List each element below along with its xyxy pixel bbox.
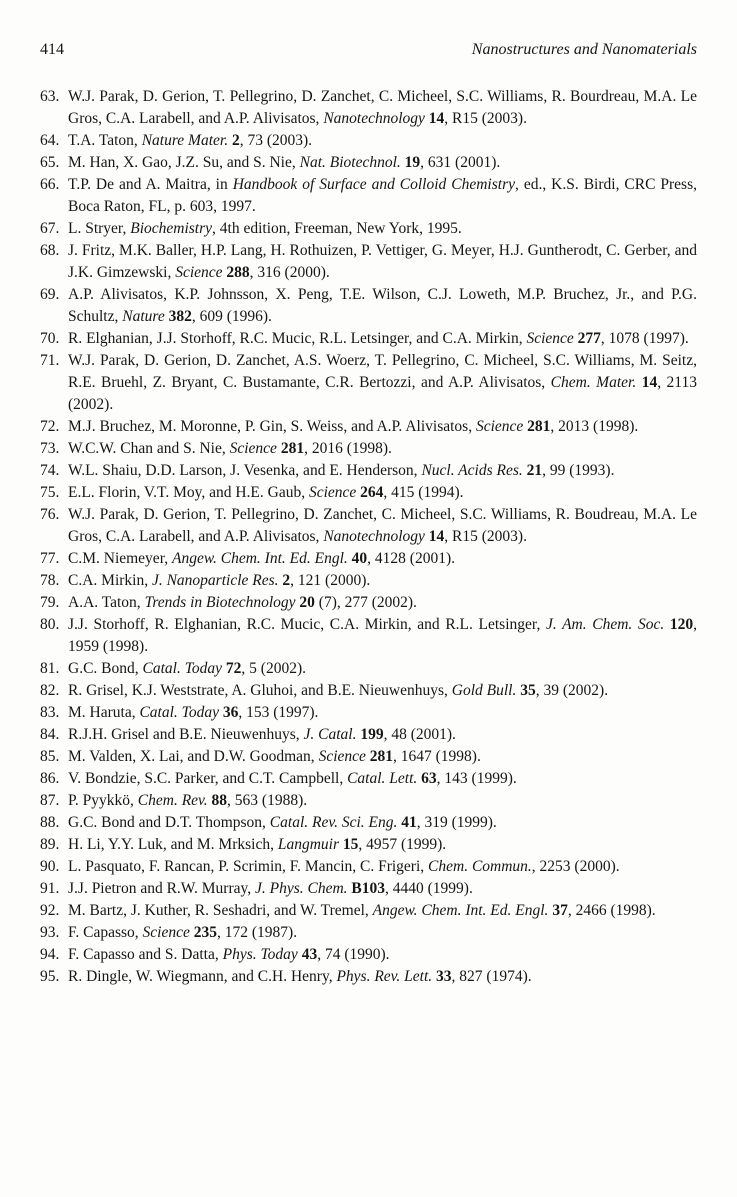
reference-text-segment: W.J. Parak, D. Gerion, T. Pellegrino, D. Zanchet, C. Micheel, S.C. Williams, R. Boudreau, M.A. Le Gros, C.A. Larabell, and A.P. Alivisatos, [68,506,697,545]
reference-text [68,416,697,438]
reference-item [40,658,697,680]
journal-name: Science [308,484,357,501]
reference-text-segment: , 2016 (1998). [304,440,392,457]
reference-text [68,724,697,746]
reference-text-segment: , R15 (2003). [444,110,527,127]
reference-text-segment: , 172 (1987). [217,924,298,941]
reference-text-segment: E.L. Florin, V.T. Moy, and H.E. Gaub, [68,484,309,501]
reference-text [68,240,697,284]
reference-text-segment: T.P. De and A. Maitra, in [68,176,233,193]
volume-number: 15 [342,836,359,853]
reference-item [40,724,697,746]
reference-item [40,878,697,900]
reference-item [40,944,697,966]
volume-number: 40 [351,550,368,567]
reference-text-segment: P. Pyykkö, [68,792,138,809]
reference-number: 95. [40,968,60,985]
reference-text [68,350,697,416]
reference-number: 87. [40,792,60,809]
reference-text-segment: , 827 (1974). [451,968,532,985]
reference-item [40,922,697,944]
journal-name: Angew. Chem. Int. Ed. Engl. [372,902,549,919]
reference-number: 91. [40,880,60,897]
journal-name: J. Nanoparticle Res. [151,572,279,589]
reference-item [40,460,697,482]
journal-name: Phys. Today [222,946,298,963]
volume-number: 264 [360,484,384,501]
reference-text-segment: R. Dingle, W. Wiegmann, and C.H. Henry, [68,968,337,985]
journal-name: Nanotechnology [323,528,425,545]
reference-text-segment: T.A. Taton, [68,132,142,149]
volume-number: 41 [401,814,417,831]
reference-text-segment: , 143 (1999). [436,770,517,787]
journal-name: Catal. Lett. [347,770,418,787]
reference-item [40,152,697,174]
reference-text-segment: , 48 (2001). [383,726,456,743]
reference-item [40,174,697,218]
reference-text-segment: , 4th edition, Freeman, New York, 1995. [212,220,462,237]
reference-text-segment: M. Bartz, J. Kuther, R. Seshadri, and W. Tremel, [68,902,373,919]
reference-item [40,570,697,592]
running-title: Nanostructures and Nanomaterials [471,41,697,58]
page-number: 414 [40,41,64,58]
volume-number: 72 [225,660,242,677]
journal-name: Phys. Rev. Lett. [336,968,433,985]
journal-name: Science [142,924,190,941]
journal-name: Nanotechnology [323,110,425,127]
reference-number: 94. [40,946,60,963]
reference-text [68,592,697,614]
journal-name: Science [229,440,277,457]
reference-text [68,482,697,504]
reference-text-segment: , 1959 (1998). [68,616,697,655]
journal-name: Gold Bull. [451,682,517,699]
reference-text-segment: , 319 (1999). [416,814,497,831]
reference-number: 81. [40,660,60,677]
reference-item [40,504,697,548]
reference-number: 78. [40,572,60,589]
volume-number: 382 [168,308,192,325]
reference-text [68,746,697,768]
reference-item [40,856,697,878]
reference-text-segment: , 2466 (1998). [567,902,656,919]
reference-number: 79. [40,594,60,611]
reference-list [40,86,697,988]
journal-name: Science [175,264,223,281]
reference-item [40,614,697,658]
reference-text-segment: , 73 (2003). [239,132,313,149]
reference-text-segment: W.L. Shaiu, D.D. Larson, J. Vesenka, and E. Henderson, [68,462,422,479]
reference-number: 86. [40,770,60,787]
reference-text-segment: M. Haruta, [68,704,140,721]
reference-text-segment: W.J. Parak, D. Gerion, D. Zanchet, A.S. Woerz, T. Pellegrino, C. Micheel, S.C. Williams, M. Seitz, R.E. Bruehl, Z. Bryant, C. Bustamante, C.R. Bertozzi, and A.P. Alivisatos, [68,352,697,391]
journal-name: Handbook of Surface and Colloid Chemistry [232,176,515,193]
journal-name: Trends in Biotechnology [144,594,296,611]
volume-number: 120 [669,616,694,633]
reference-text [68,922,697,944]
volume-number: 37 [552,902,568,919]
volume-number: 281 [527,418,551,435]
journal-name: J. Am. Chem. Soc. [545,616,665,633]
reference-number: 66. [40,176,60,193]
reference-text [68,130,697,152]
reference-text [68,658,697,680]
reference-text [68,812,697,834]
volume-number: 19 [404,154,421,171]
reference-item [40,482,697,504]
reference-text-segment: M.J. Bruchez, M. Moronne, P. Gin, S. Weiss, and A.P. Alivisatos, [68,418,476,435]
reference-number: 74. [40,462,60,479]
volume-number: 281 [369,748,394,765]
reference-text-segment: , 2113 (2002). [68,374,697,413]
reference-text-segment: , 415 (1994). [383,484,464,501]
reference-item [40,834,697,856]
reference-number: 75. [40,484,60,501]
reference-text-segment: , R15 (2003). [444,528,527,545]
reference-text-segment: C.A. Mirkin, [68,572,152,589]
reference-number: 93. [40,924,60,941]
reference-number: 76. [40,506,60,523]
reference-text [68,790,697,812]
journal-name: Chem. Rev. [137,792,208,809]
reference-item [40,548,697,570]
reference-item [40,438,697,460]
volume-number: 235 [193,924,217,941]
volume-number: 14 [641,374,658,391]
journal-name: Nucl. Acids Res. [421,462,523,479]
reference-text-segment: , 121 (2000). [290,572,371,589]
volume-number: 33 [436,968,452,985]
reference-number: 82. [40,682,60,699]
reference-text [68,174,697,218]
reference-number: 88. [40,814,60,831]
reference-text-segment: V. Bondzie, S.C. Parker, and C.T. Campbell, [68,770,348,787]
journal-name: Biochemistry [130,220,213,237]
volume-number: 2 [231,132,240,149]
reference-text-segment: L. Pasquato, F. Rancan, P. Scrimin, F. Mancin, C. Frigeri, [68,858,429,875]
reference-text-segment: F. Capasso, [68,924,143,941]
reference-item [40,350,697,416]
reference-item [40,86,697,130]
reference-number: 77. [40,550,60,567]
reference-text-segment: , 631 (2001). [420,154,501,171]
volume-number: 277 [577,330,601,347]
journal-name: Nature [122,308,165,325]
reference-number: 73. [40,440,60,457]
reference-text-segment: , 4440 (1999). [385,880,473,897]
reference-text-segment: , 609 (1996). [191,308,272,325]
reference-number: 65. [40,154,60,171]
reference-text-segment: , 4128 (2001). [367,550,455,567]
reference-number: 64. [40,132,60,149]
reference-text-segment: , 74 (1990). [317,946,390,963]
volume-number: 14 [428,110,445,127]
journal-name: Catal. Rev. Sci. Eng. [269,814,398,831]
reference-text-segment: A.P. Alivisatos, K.P. Johnsson, X. Peng, T.E. Wilson, C.J. Loweth, M.P. Bruchez, Jr., and P.G. Schultz, [68,286,697,325]
reference-item [40,680,697,702]
reference-number: 68. [40,242,60,259]
reference-text-segment: , 1647 (1998). [393,748,481,765]
journal-name: Nat. Biotechnol. [299,154,401,171]
reference-item [40,328,697,350]
reference-number: 71. [40,352,60,369]
reference-text-segment: M. Han, X. Gao, J.Z. Su, and S. Nie, [68,154,300,171]
reference-text [68,680,697,702]
volume-number: 281 [280,440,305,457]
reference-text-segment: W.J. Parak, D. Gerion, T. Pellegrino, D. Zanchet, C. Micheel, S.C. Williams, R. Bourdreau, M.A. Le Gros, C.A. Larabell, and A.P. Alivisatos, [68,88,697,127]
volume-number: 21 [526,462,543,479]
journal-name: J. Phys. Chem. [255,880,348,897]
reference-number: 63. [40,88,60,105]
reference-text [68,86,697,130]
reference-text [68,284,697,328]
reference-item [40,130,697,152]
reference-text [68,614,697,658]
reference-text [68,328,697,350]
volume-number: 36 [222,704,239,721]
reference-text-segment: (7), 277 (2002). [314,594,417,611]
volume-number: 20 [299,594,315,611]
reference-text [68,438,697,460]
reference-text-segment: J. Fritz, M.K. Baller, H.P. Lang, H. Rothuizen, P. Vettiger, G. Meyer, H.J. Guntherodt, C. Gerber, and J.K. Gimzewski, [68,242,697,281]
reference-number: 92. [40,902,60,919]
reference-number: 69. [40,286,60,303]
reference-text-segment: G.C. Bond, [68,660,143,677]
reference-number: 89. [40,836,60,853]
reference-text [68,548,697,570]
volume-number: 14 [428,528,445,545]
journal-name: Science [475,418,524,435]
reference-number: 70. [40,330,60,347]
reference-item [40,790,697,812]
reference-text-segment: H. Li, Y.Y. Luk, and M. Mrksich, [68,836,278,853]
reference-item [40,218,697,240]
volume-number: B103 [351,880,386,897]
reference-item [40,702,697,724]
reference-item [40,240,697,284]
reference-number: 67. [40,220,60,237]
reference-text-segment: , 2013 (1998). [550,418,639,435]
reference-text-segment: M. Valden, X. Lai, and D.W. Goodman, [68,748,319,765]
volume-number: 43 [301,946,318,963]
reference-text-segment: , 99 (1993). [542,462,615,479]
reference-text-segment: L. Stryer, [68,220,131,237]
volume-number: 199 [360,726,384,743]
reference-text-segment: J.J. Pietron and R.W. Murray, [68,880,255,897]
volume-number: 35 [520,682,536,699]
volume-number: 2 [282,572,291,589]
reference-text-segment: A.A. Taton, [68,594,145,611]
journal-name: Chem. Mater. [550,374,637,391]
reference-text [68,856,697,878]
reference-text [68,768,697,790]
reference-text [68,878,697,900]
reference-item [40,966,697,988]
reference-item [40,592,697,614]
reference-text [68,570,697,592]
reference-item [40,812,697,834]
reference-number: 72. [40,418,60,435]
reference-text [68,834,697,856]
reference-number: 80. [40,616,60,633]
volume-number: 288 [226,264,250,281]
reference-text-segment: , 153 (1997). [238,704,319,721]
reference-number: 84. [40,726,60,743]
journal-name: Science [318,748,366,765]
reference-text-segment: , 4957 (1999). [358,836,447,853]
reference-text-segment: R. Elghanian, J.J. Storhoff, R.C. Mucic, R.L. Letsinger, and C.A. Mirkin, [68,330,527,347]
reference-text-segment: , 316 (2000). [249,264,330,281]
reference-item [40,416,697,438]
reference-number: 85. [40,748,60,765]
reference-text-segment: G.C. Bond and D.T. Thompson, [68,814,270,831]
reference-text [68,966,697,988]
reference-text-segment: R.J.H. Grisel and B.E. Nieuwenhuys, [68,726,304,743]
reference-text [68,504,697,548]
reference-text [68,900,697,922]
reference-text-segment: F. Capasso and S. Datta, [68,946,223,963]
reference-text-segment: , 39 (2002). [535,682,609,699]
reference-text-segment: R. Grisel, K.J. Weststrate, A. Gluhoi, and B.E. Nieuwenhuys, [68,682,452,699]
reference-number: 83. [40,704,60,721]
volume-number: 88 [211,792,228,809]
reference-text-segment: , 2253 (2000). [531,858,620,875]
reference-text [68,152,697,174]
volume-number: 63 [421,770,437,787]
journal-name: Langmuir [277,836,339,853]
reference-text [68,218,697,240]
journal-name: Chem. Commun. [428,858,532,875]
reference-text-segment: C.M. Niemeyer, [68,550,172,567]
reference-text-segment: J.J. Storhoff, R. Elghanian, R.C. Mucic, C.A. Mirkin, and R.L. Letsinger, [68,616,546,633]
journal-name: Science [526,330,574,347]
journal-name: Catal. Today [139,704,219,721]
journal-name: J. Catal. [303,726,357,743]
reference-text-segment: W.C.W. Chan and S. Nie, [68,440,230,457]
reference-text-segment: , 1078 (1997). [600,330,689,347]
reference-text [68,460,697,482]
reference-text [68,944,697,966]
journal-name: Nature Mater. [141,132,229,149]
reference-text-segment: , 563 (1988). [227,792,308,809]
reference-item [40,900,697,922]
reference-item [40,746,697,768]
journal-name: Catal. Today [142,660,223,677]
reference-text [68,702,697,724]
reference-item [40,768,697,790]
page-header [40,40,697,60]
reference-item [40,284,697,328]
reference-text-segment: , ed., K.S. Birdi, CRC Press, Boca Raton, FL, p. 603, 1997. [68,176,697,215]
reference-text-segment: , 5 (2002). [241,660,306,677]
journal-name: Angew. Chem. Int. Ed. Engl. [171,550,348,567]
reference-number: 90. [40,858,60,875]
